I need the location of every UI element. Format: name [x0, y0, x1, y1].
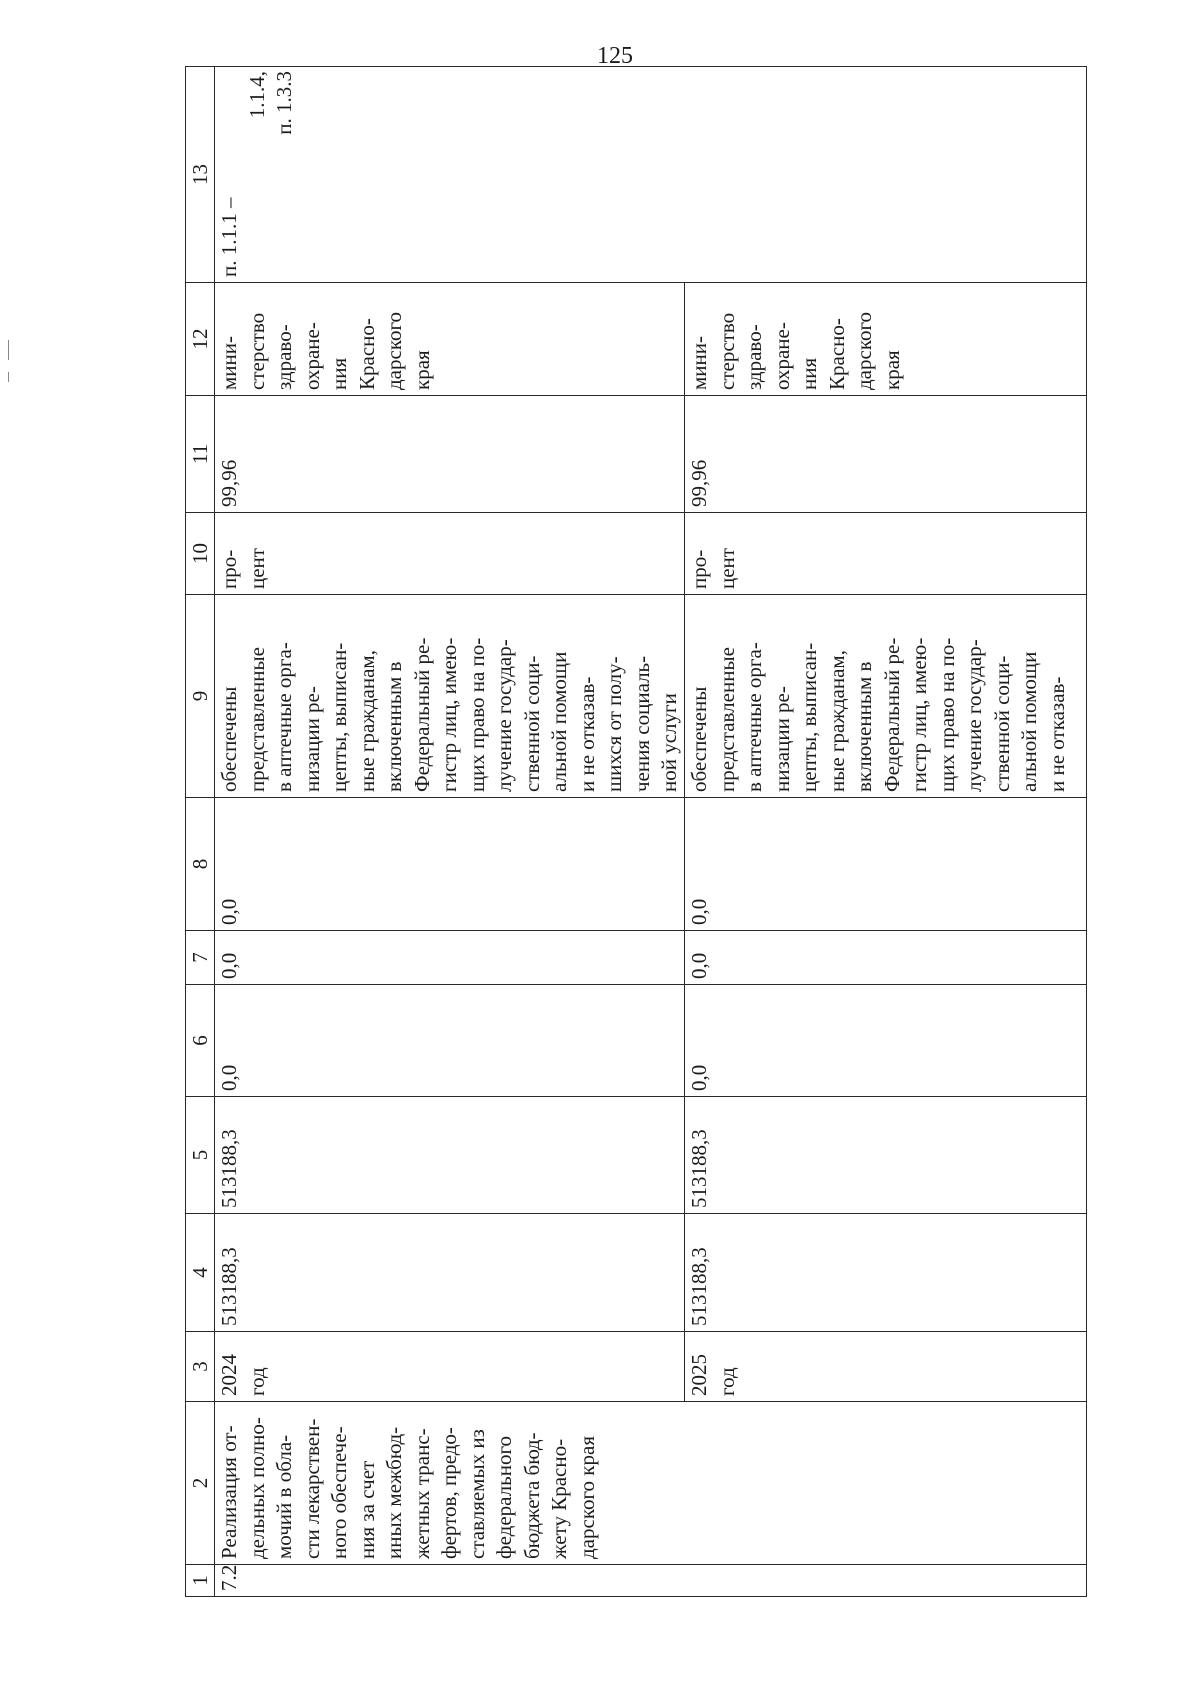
page-number: 125 [597, 43, 633, 69]
year-2025: 2025 год [685, 1332, 1087, 1402]
col-num-12: 12 [186, 283, 215, 396]
measure-name: Реализация от- дельных полно- мочий в обла- сти лекарствен- ного обеспече- ния за счет иных межбюд- жетных транс- фертов, предо- ставляемых из федерального бюджета бюд- жету Красно- дарского края [215, 1402, 1087, 1565]
col-num-10: 10 [186, 513, 215, 595]
regional-budget-2024: 0,0 [215, 985, 685, 1097]
extra-budget-2024: 0,0 [215, 798, 685, 931]
table-row-2024 [215, 67, 685, 1597]
col-num-9: 9 [186, 595, 215, 798]
program-measures-table [185, 66, 1087, 1597]
col-num-4: 4 [186, 1214, 215, 1332]
regional-budget-2025: 0,0 [685, 985, 1087, 1097]
col-num-5: 5 [186, 1097, 215, 1214]
rotated-table-wrapper [185, 67, 1080, 1597]
extra-budget-2025: 0,0 [685, 798, 1087, 931]
executor-2025: мини- стерство здраво- охране- ния Красно- дарского края [685, 283, 1087, 396]
year-2024: 2024 год [215, 1332, 685, 1402]
reference-line-2: 1.1.4, [244, 71, 269, 119]
col-num-11: 11 [186, 396, 215, 513]
col-num-1: 1 [186, 1565, 215, 1597]
reference-line-1: п. 1.1.1 – [217, 197, 241, 277]
scan-edge-mark [8, 372, 9, 382]
col-num-3: 3 [186, 1332, 215, 1402]
unit-2024: про- цент [215, 513, 685, 595]
col-num-8: 8 [186, 798, 215, 931]
reference-cell [215, 67, 1087, 283]
item-number: 7.2 [215, 1565, 1087, 1597]
value-2025: 99,96 [685, 396, 1087, 513]
scan-edge-mark [8, 340, 9, 360]
federal-budget-2025: 513188,3 [685, 1097, 1087, 1214]
col-num-7: 7 [186, 931, 215, 985]
local-budget-2024: 0,0 [215, 931, 685, 985]
col-num-2: 2 [186, 1402, 215, 1565]
federal-budget-2024: 513188,3 [215, 1097, 685, 1214]
reference-line-3: п. 1.3.3 [272, 71, 296, 135]
col-num-6: 6 [186, 985, 215, 1097]
local-budget-2025: 0,0 [685, 931, 1087, 985]
executor-2024: мини- стерство здраво- охране- ния Красно- дарского края [215, 283, 685, 396]
total-2024: 513188,3 [215, 1214, 685, 1332]
total-2025: 513188,3 [685, 1214, 1087, 1332]
value-2024: 99,96 [215, 396, 685, 513]
col-num-13: 13 [186, 67, 215, 283]
column-number-row [186, 67, 215, 1597]
result-2024: обеспечены представленные в аптечные орга- низации ре- цепты, выписан- ные гражданам, включенным в Федеральный ре- гистр лиц, имею- щих право на по- лучение государ- ственной соци- альной помощи и не отказав- шихся от полу- чения социаль- ной услуги [215, 595, 685, 798]
table-row-2025 [685, 67, 1087, 1597]
result-2025: обеспечены представленные в аптечные орга- низации ре- цепты, выписан- ные гражданам, включенным в Федеральный ре- гистр лиц, имею- щих право на по- лучение государ- ственной соци- альной помощи и не отказав- [685, 595, 1087, 798]
unit-2025: про- цент [685, 513, 1087, 595]
